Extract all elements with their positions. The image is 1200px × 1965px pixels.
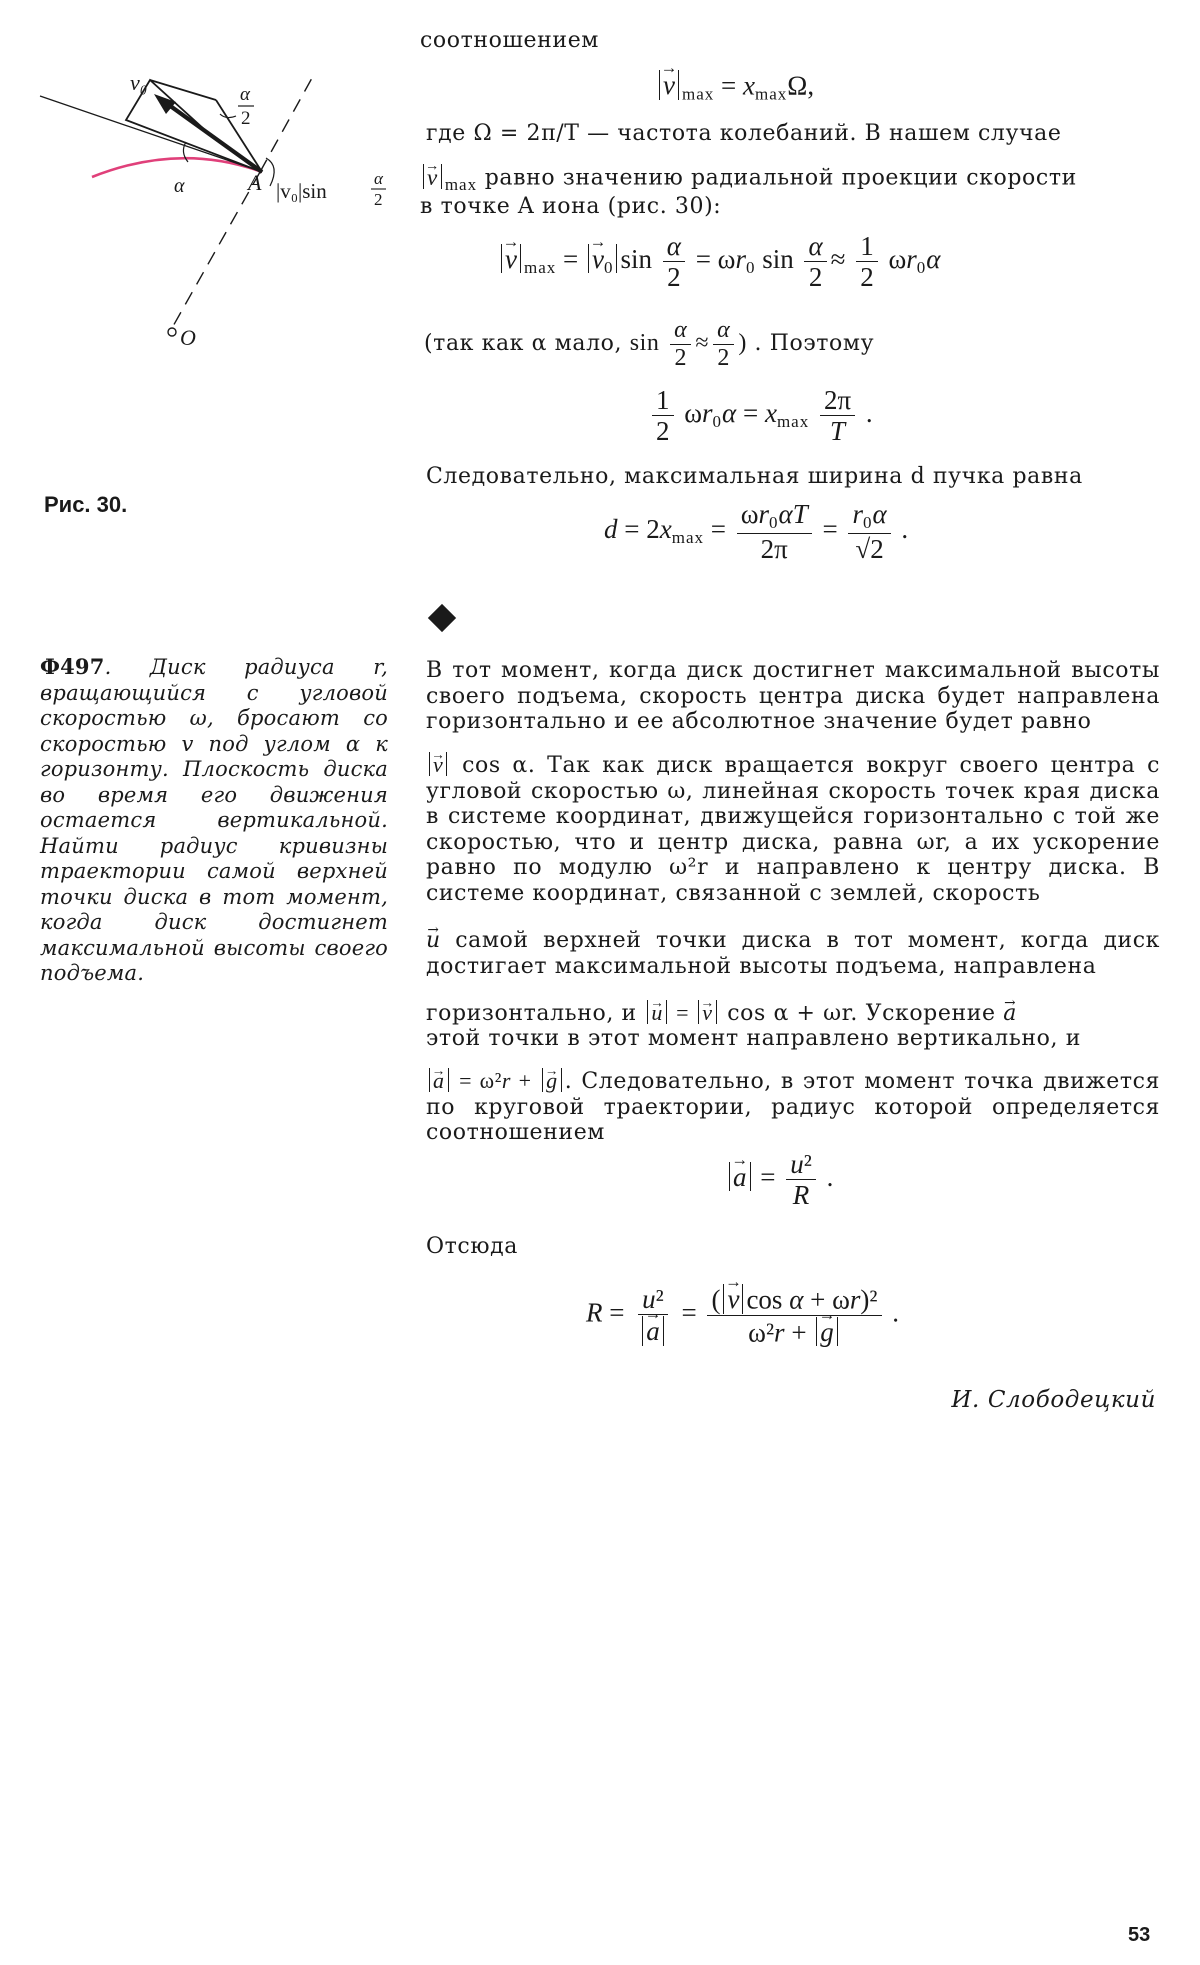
since-line: (так как α мало, sin $\frac{\alpha}{2}$ ≈ $\frac{\alpha}{2}$ ) . Поэтому xyxy=(424,317,875,372)
section-diamond xyxy=(428,604,456,632)
where-line: где Ω = 2π/T — частота колебаний. В нашем случае xyxy=(426,121,1062,146)
label-half-den: 2 xyxy=(241,108,251,129)
radius-line xyxy=(172,172,260,328)
problem-number: Ф497 xyxy=(40,654,105,679)
velocity-arrowhead xyxy=(154,94,176,114)
equation-centripetal: → a = $\frac{\text{u²}}{R}$ . xyxy=(726,1150,833,1210)
equation-radius: R = u² → a = $\frac{\text{(→ v cos α + ωr)²}}{\text{ω²r + → g}}$ . xyxy=(586,1284,899,1346)
solution-p1: В тот момент, когда диск достигнет максимальной высоты своего подъема, скорость центра диска будет направлена горизонтально и ее абсолютное значение будет равно xyxy=(426,658,1160,734)
page-number: 53 xyxy=(1128,1924,1151,1946)
figure-diagram xyxy=(30,60,400,440)
center-point xyxy=(168,328,176,336)
solution-p4: горизонтально, и → u = → v cos α + ωr. Ускорение → a xyxy=(426,1000,1160,1027)
intro-word: соотношением xyxy=(420,28,600,53)
max-line-text: равно значению радиальной проекции скорости xyxy=(484,165,1077,191)
equation-vmax-approx: → v $_{max}$ = → $v_0$ sin $\frac{\alpha}{2}$ = $\omega r_0$ sin $\frac{\alpha}{2}$ ≈ $\frac{1}{2}$ $\omega r_0\alpha$ xyxy=(498,232,940,292)
solution-p5: этой точки в этот момент направлено вертикально, и xyxy=(426,1026,1081,1051)
label-alpha: α xyxy=(174,175,185,197)
solution-p6-text: . Следовательно, в этот момент точка движется по круговой траектории, радиус которой определяется соотношением xyxy=(426,1069,1160,1145)
solution-p2: → v cos α. Так как диск вращается вокруг своего центра с угловой скоростью ω, линейная скорость точек края диска в системе координат, движущейся горизонтально с той же скоростью, что и центр диска, равна ωr, а их ускорение равно по модулю ω²r и направлено к центру диска. В системе координат, связанной с землей, скорость xyxy=(426,752,1160,906)
label-proj-num: α xyxy=(374,169,383,188)
angle-arc-half xyxy=(220,114,236,118)
figure-30 xyxy=(30,60,400,440)
equation-width: $d = 2x_{max}$ = $\frac{\omega r_0\alpha T}{2\pi}$ = $\frac{r_0\alpha}{√2}$ . xyxy=(604,499,909,564)
solution-p6: → a = ω²r + → g . Следовательно, в этот момент точка движется по круговой траектории, радиус которой определяется соотношением xyxy=(426,1068,1160,1146)
label-half-num: α xyxy=(240,84,250,105)
max-line: → v $_{max}$ равно значению радиальной проекции скорости xyxy=(420,164,1160,197)
equation-xmax: $\frac{1}{2}$ $\omega r_0\alpha = x_{max}$ $\frac{2\pi}{T}$ . xyxy=(648,386,873,446)
label-projection: |v₀|sin xyxy=(276,179,327,203)
label-v0: v₀ xyxy=(130,70,148,95)
hence-word: Отсюда xyxy=(426,1234,518,1259)
problem-text: . Диск радиуса r, вращающийся с угловой скоростью ω, бросают со скоростью v под углом α к горизонту. Плоскость диска во время его движения остается вертикальной. Найти радиус кривизны траектории самой верхней точки диска в тот момент, когда диск достигнет максимальной высоты своего подъема. xyxy=(40,655,388,985)
author-signature: И. Слободецкий xyxy=(951,1387,1156,1413)
projection-bracket xyxy=(266,158,274,186)
point-line: в точке A иона (рис. 30): xyxy=(420,194,722,219)
solution-p3: → u самой верхней точки диска в тот момент, когда диск достигает максимальной высоты подъема, направлена xyxy=(426,928,1160,979)
label-point-a: A xyxy=(248,170,262,195)
radius-extension xyxy=(260,78,312,172)
consequence-line: Следовательно, максимальная ширина d пучка равна xyxy=(426,464,1083,489)
label-proj-den: 2 xyxy=(374,190,383,209)
solution-p3-text: самой верхней точки диска в тот момент, когда диск достигает максимальной высоты подъема, направлена xyxy=(426,928,1160,979)
label-center-o: O xyxy=(180,325,196,350)
equation-vmax: → v $_{max} = x_{max}\Omega$, xyxy=(656,70,814,104)
figure-caption: Рис. 30. xyxy=(44,492,128,517)
solution-p2-text: cos α. Так как диск вращается вокруг своего центра с угловой скоростью ω, линейная скорость точек края диска в системе координат, движущейся горизонтально с той же скоростью, что и центр диска, равна ωr, а их ускорение равно по модулю ω²r и направлено к центру диска. В системе координат, связанной с землей, скорость xyxy=(426,753,1161,906)
problem-statement xyxy=(40,654,388,987)
